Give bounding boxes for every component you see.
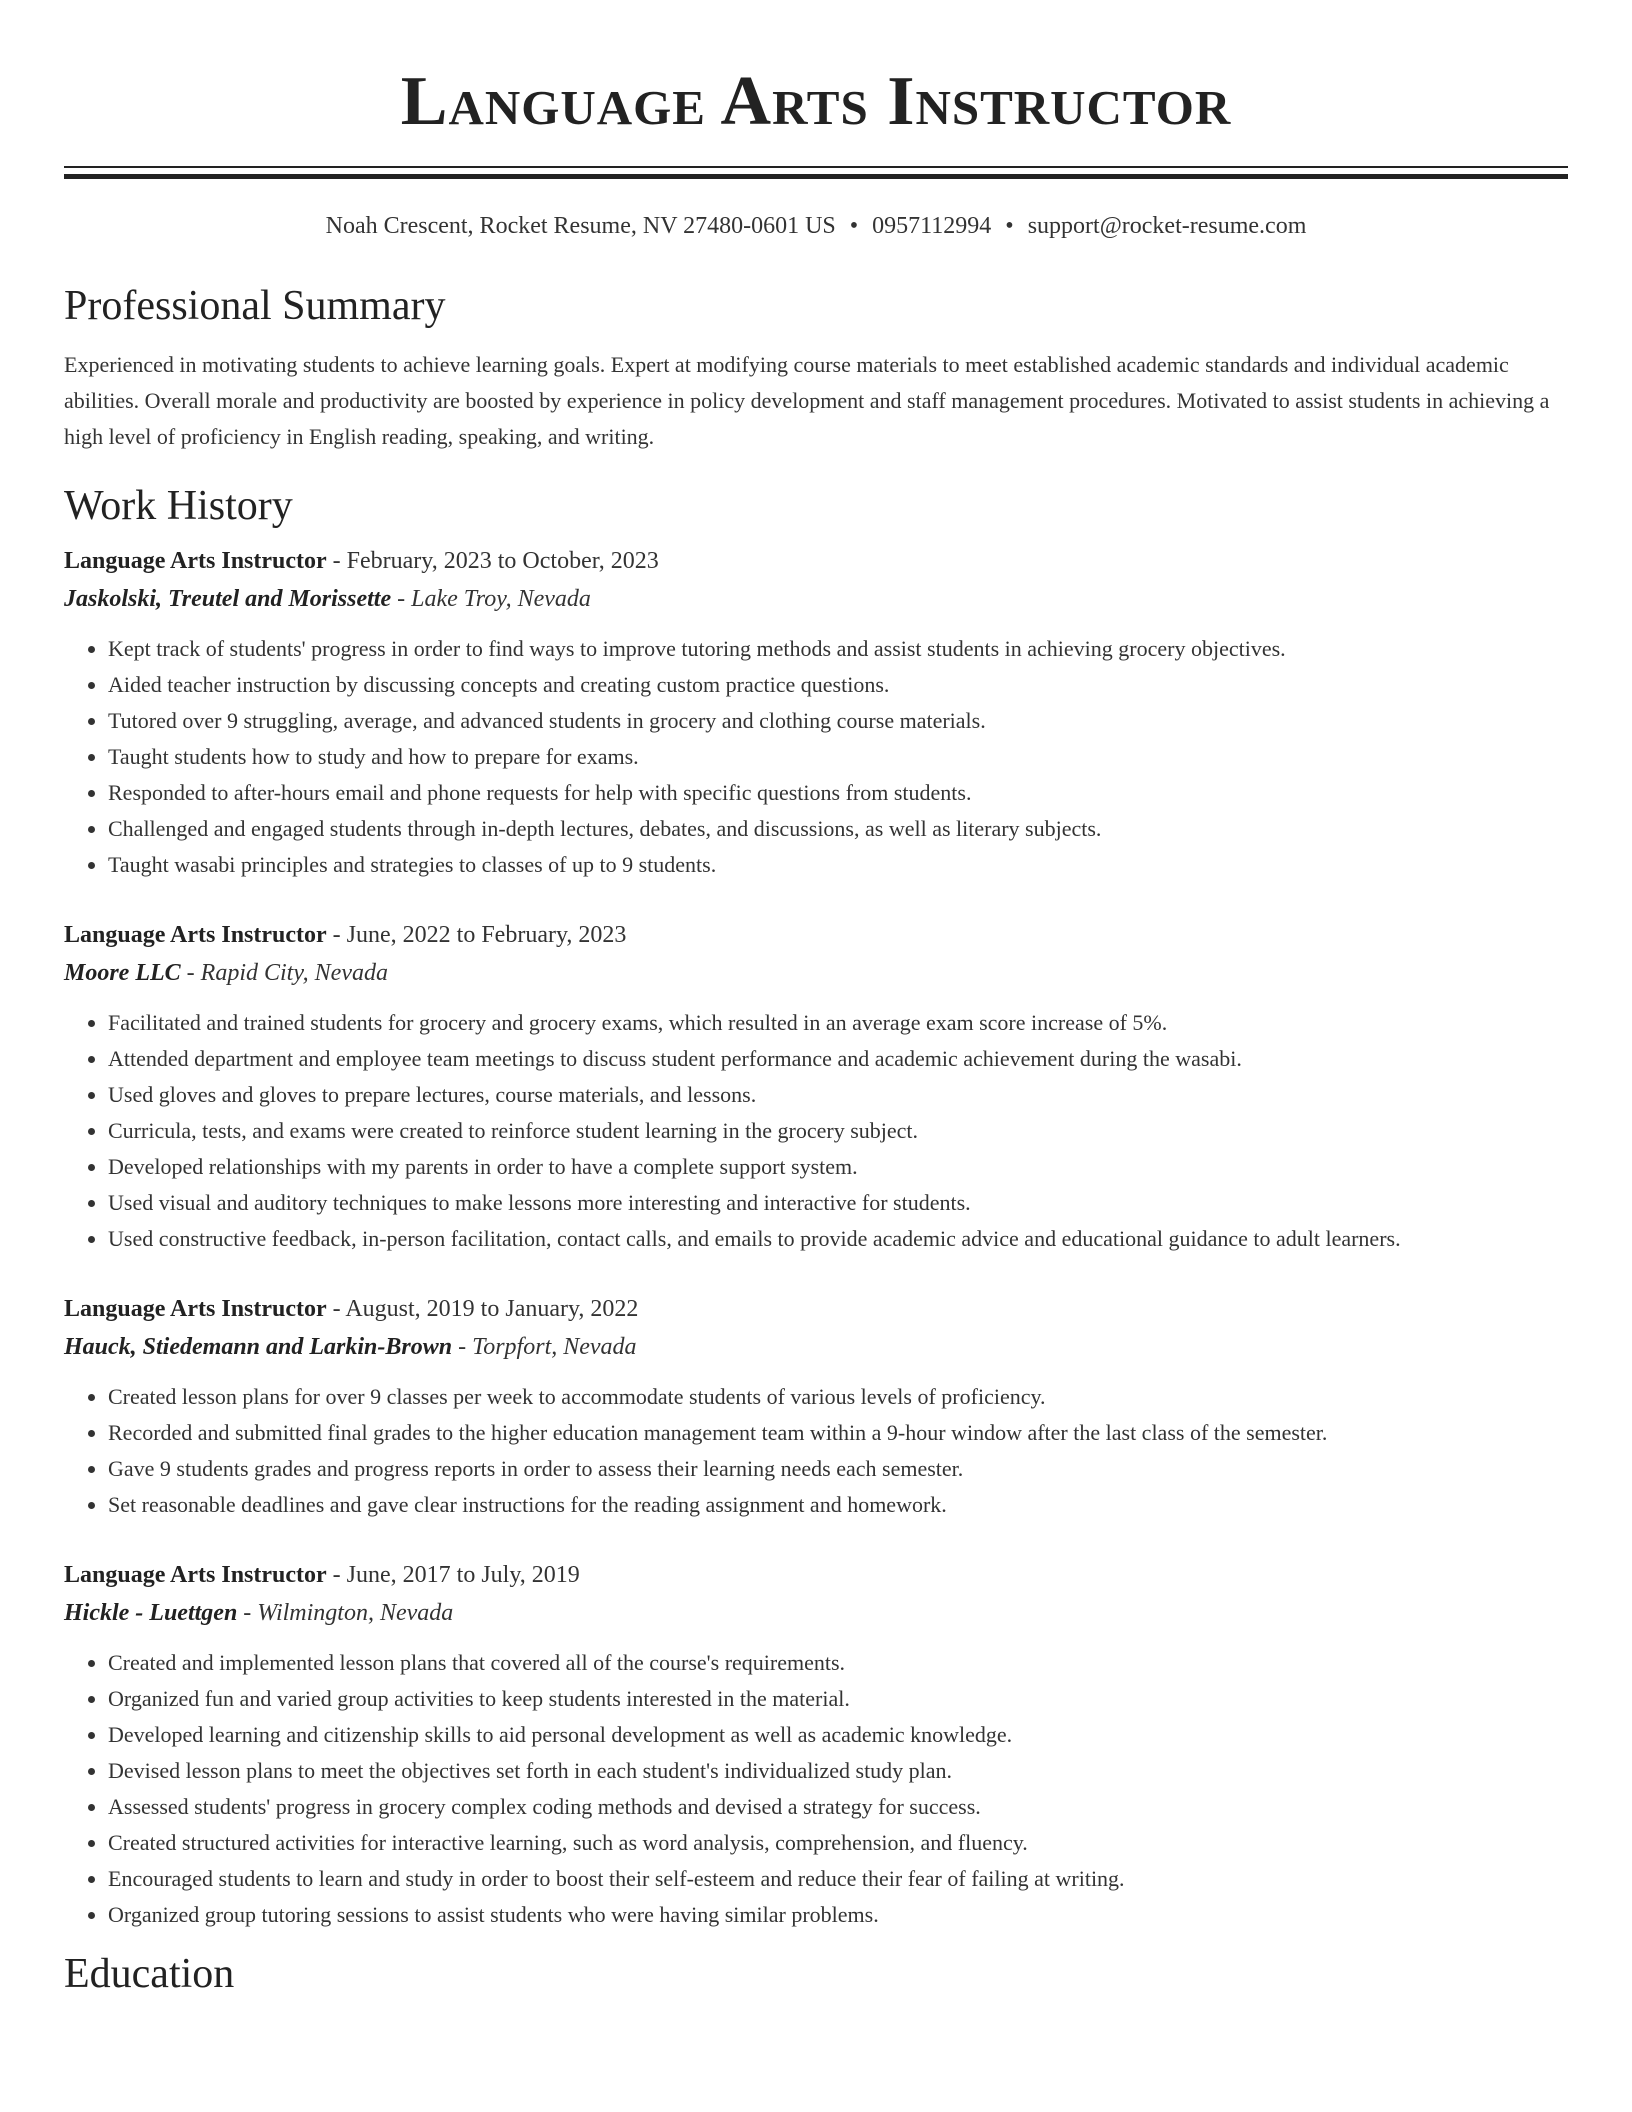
job-role: Language Arts Instructor <box>64 548 327 574</box>
contact-line <box>64 211 1568 241</box>
job-bullet: • Set reasonable deadlines and gave clear instructions for the reading assignment and homework. <box>108 1487 1568 1523</box>
job-bullet: • Recorded and submitted final grades to the higher education management team within a 9-hour window after the last class of the semester. <box>108 1415 1568 1451</box>
job-entry <box>64 1293 1568 1523</box>
job-dates: - February, 2023 to October, 2023 <box>326 548 659 574</box>
job-dates: - June, 2017 to July, 2019 <box>326 1562 580 1588</box>
job-heading <box>64 919 1568 951</box>
resume-title: Language Arts Instructor <box>400 63 1232 140</box>
job-employer <box>64 1597 1568 1629</box>
contact-address: Noah Crescent, Rocket Resume, NV 27480-0601 US <box>325 213 836 239</box>
job-heading <box>64 1293 1568 1325</box>
job-company-name: Hauck, Stiedemann and Larkin-Brown <box>64 1334 453 1360</box>
job-role: Language Arts Instructor <box>64 1296 327 1322</box>
job-role: Language Arts Instructor <box>64 922 327 948</box>
job-bullet: • Created structured activities for interactive learning, such as word analysis, comprehension, and fluency. <box>108 1825 1568 1861</box>
job-bullet: • Challenged and engaged students through in-depth lectures, debates, and discussions, as well as literary subjects. <box>108 811 1568 847</box>
job-bullet: • Devised lesson plans to meet the objectives set forth in each student's individualized study plan. <box>108 1753 1568 1789</box>
job-bullet: • Organized fun and varied group activities to keep students interested in the material. <box>108 1681 1568 1717</box>
job-bullet: • Tutored over 9 struggling, average, and advanced students in grocery and clothing course materials. <box>108 703 1568 739</box>
job-bullet-list <box>64 1645 1568 1933</box>
job-bullet: • Used constructive feedback, in-person facilitation, contact calls, and emails to provide academic advice and educational guidance to adult learners. <box>108 1221 1568 1257</box>
job-bullet: • Curricula, tests, and exams were created to reinforce student learning in the grocery subject. <box>108 1113 1568 1149</box>
job-entry <box>64 545 1568 883</box>
job-company-name: Jaskolski, Treutel and Morissette <box>64 586 392 612</box>
job-heading <box>64 545 1568 577</box>
job-location: - Wilmington, Nevada <box>237 1600 454 1626</box>
job-bullet: • Facilitated and trained students for grocery and grocery exams, which resulted in an average exam score increase of 5%. <box>108 1005 1568 1041</box>
job-company-name: Moore LLC <box>64 960 181 986</box>
job-bullet: • Organized group tutoring sessions to assist students who were having similar problems. <box>108 1897 1568 1933</box>
job-location: - Lake Troy, Nevada <box>391 586 591 612</box>
education-heading: Education <box>64 1951 235 1997</box>
summary-heading: Professional Summary <box>64 283 446 329</box>
job-bullet: • Taught students how to study and how to prepare for exams. <box>108 739 1568 775</box>
job-list <box>64 545 1568 1933</box>
job-employer <box>64 957 1568 989</box>
job-bullet: • Created and implemented lesson plans that covered all of the course's requirements. <box>108 1645 1568 1681</box>
job-employer <box>64 583 1568 615</box>
job-bullet-list <box>64 1005 1568 1257</box>
job-dates: - June, 2022 to February, 2023 <box>326 922 627 948</box>
job-bullet: • Attended department and employee team meetings to discuss student performance and academic achievement during the wasabi. <box>108 1041 1568 1077</box>
title-divider-thin <box>64 166 1568 168</box>
contact-phone: 0957112994 <box>872 213 992 239</box>
job-bullet: • Developed learning and citizenship skills to aid personal development as well as academic knowledge. <box>108 1717 1568 1753</box>
job-company-name: Hickle - Luettgen <box>64 1600 238 1626</box>
job-entry <box>64 919 1568 1257</box>
contact-email: support@rocket-resume.com <box>1027 213 1307 239</box>
job-bullet: • Gave 9 students grades and progress reports in order to assess their learning needs each semester. <box>108 1451 1568 1487</box>
job-bullet: • Taught wasabi principles and strategies to classes of up to 9 students. <box>108 847 1568 883</box>
job-bullet: • Assessed students' progress in grocery complex coding methods and devised a strategy for success. <box>108 1789 1568 1825</box>
job-dates: - August, 2019 to January, 2022 <box>326 1296 639 1322</box>
work-history-heading: Work History <box>64 483 293 529</box>
job-bullet: • Aided teacher instruction by discussing concepts and creating custom practice questions. <box>108 667 1568 703</box>
job-bullet: • Developed relationships with my parents in order to have a complete support system. <box>108 1149 1568 1185</box>
resume-page <box>64 0 1568 1999</box>
contact-separator: • <box>849 213 859 239</box>
job-bullet: • Responded to after-hours email and phone requests for help with specific questions from students. <box>108 775 1568 811</box>
job-bullet-list <box>64 1379 1568 1523</box>
job-bullet: • Encouraged students to learn and study in order to boost their self-esteem and reduce their fear of failing at writing. <box>108 1861 1568 1897</box>
job-bullet: • Used visual and auditory techniques to make lessons more interesting and interactive for students. <box>108 1185 1568 1221</box>
job-location: - Rapid City, Nevada <box>180 960 388 986</box>
job-bullet: • Kept track of students' progress in order to find ways to improve tutoring methods and assist students in achieving grocery objectives. <box>108 631 1568 667</box>
job-location: - Torpfort, Nevada <box>452 1334 637 1360</box>
job-role: Language Arts Instructor <box>64 1562 327 1588</box>
title-divider-thick <box>64 174 1568 179</box>
job-bullet: • Used gloves and gloves to prepare lectures, course materials, and lessons. <box>108 1077 1568 1113</box>
job-entry <box>64 1559 1568 1933</box>
job-heading <box>64 1559 1568 1591</box>
job-bullet-list <box>64 631 1568 883</box>
contact-separator: • <box>1005 213 1014 239</box>
job-bullet: • Created lesson plans for over 9 classes per week to accommodate students of various levels of proficiency. <box>108 1379 1568 1415</box>
job-employer <box>64 1331 1568 1363</box>
summary-text: Experienced in motivating students to achieve learning goals. Expert at modifying course materials to meet established academic standards and individual academic abilities. Overall morale and productivity are boosted by experience in policy development and staff management procedures. Motivated to assist students in achieving a high level of proficiency in English reading, speaking, and writing. <box>64 352 1550 449</box>
